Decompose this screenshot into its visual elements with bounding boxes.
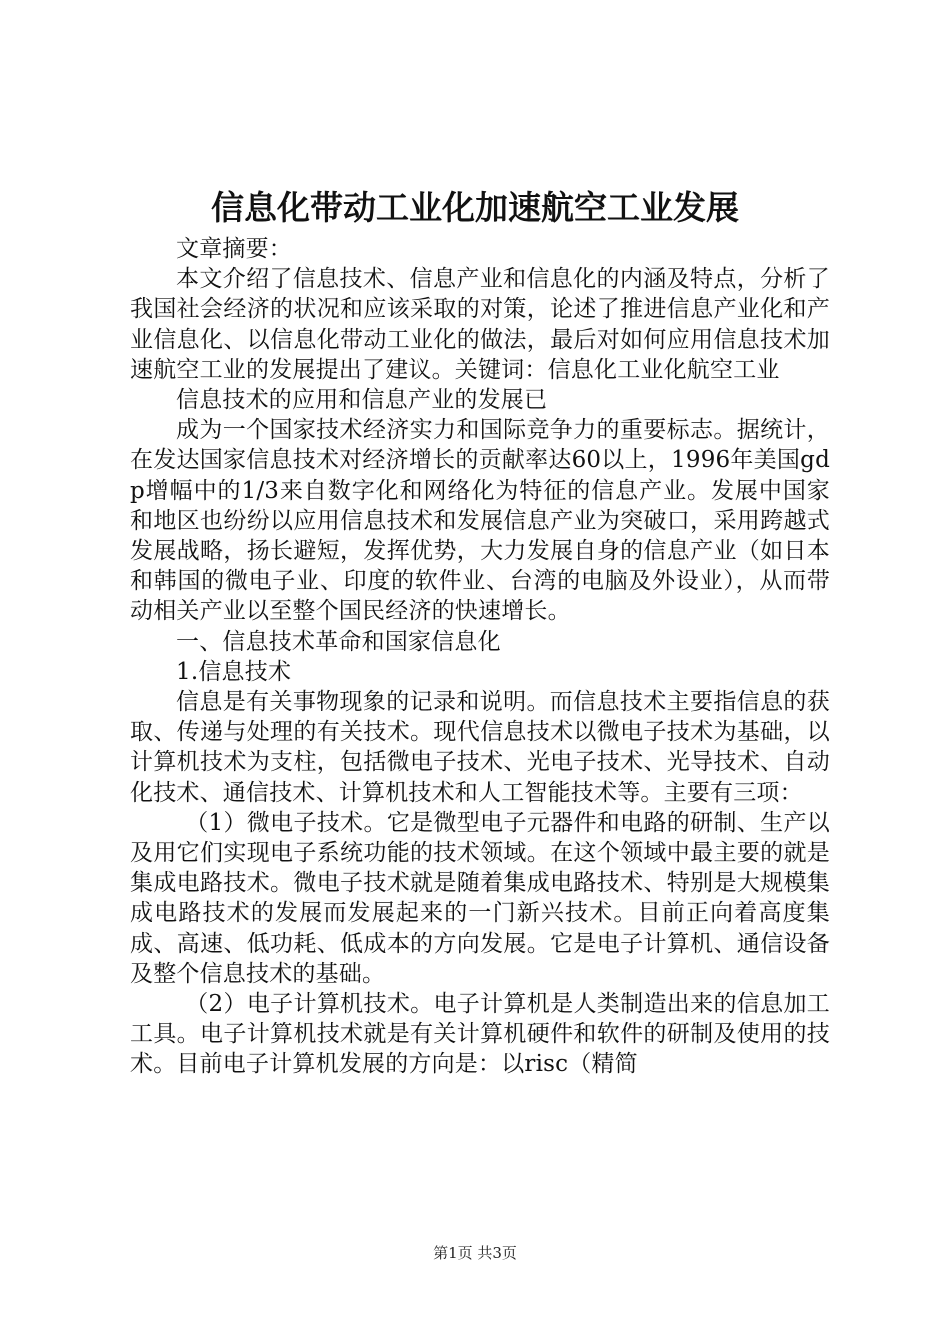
abstract-heading: 文章摘要： [176, 236, 292, 262]
document-body [130, 234, 830, 1080]
section-heading: 一、信息技术革命和国家信息化 [176, 628, 501, 655]
subsection-heading: 1.信息技术 [176, 658, 292, 685]
body-paragraph: 信息技术的应用和信息产业的发展已 [176, 387, 548, 414]
body-paragraph: 信息是有关事物现象的记录和说明。而信息技术主要指信息的获取、传递与处理的有关技术。现代信息技术以微电子技术为基础，以计算机技术为支柱，包括微电子技术、光电子技术、光导技术、自动化技术、通信技术、计算机技术和人工智能技术等。主要有三项： [130, 689, 830, 806]
document-title: 信息化带动工业化加速航空工业发展 [211, 188, 739, 227]
list-item-paragraph: （2）电子计算机技术。电子计算机是人类制造出来的信息加工工具。电子计算机技术就是有关计算机硬件和软件的研制及使用的技术。目前电子计算机发展的方向是：以risc（精简 [130, 991, 830, 1078]
abstract-paragraph: 本文介绍了信息技术、信息产业和信息化的内涵及特点，分析了我国社会经济的状况和应该采取的对策，论述了推进信息产业化和产业信息化、以信息化带动工业化的做法，最后对如何应用信息技术加速航空工业的发展提出了建议。关键词：信息化工业化航空工业 [130, 266, 830, 383]
list-item-paragraph: （1）微电子技术。它是微型电子元器件和电路的研制、生产以及用它们实现电子系统功能的技术领域。在这个领域中最主要的就是集成电路技术。微电子技术就是随着集成电路技术、特别是大规模集成电路技术的发展而发展起来的一门新兴技术。目前正向着高度集成、高速、低功耗、低成本的方向发展。它是电子计算机、通信设备及整个信息技术的基础。 [130, 809, 830, 987]
body-paragraph: 成为一个国家技术经济实力和国际竞争力的重要标志。据统计，在发达国家信息技术对经济增长的贡献率达60以上，1996年美国gdp增幅中的1/3来自数字化和网络化为特征的信息产业。发展中国家和地区也纷纷以应用信息技术和发展信息产业为突破口，采用跨越式发展战略，扬长避短，发挥优势，大力发展自身的信息产业（如日本和韩国的微电子业、印度的软件业、台湾的电脑及外设业），从而带动相关产业以至整个国民经济的快速增长。 [130, 417, 830, 625]
page-footer: 第1页 共3页 [433, 1244, 517, 1262]
